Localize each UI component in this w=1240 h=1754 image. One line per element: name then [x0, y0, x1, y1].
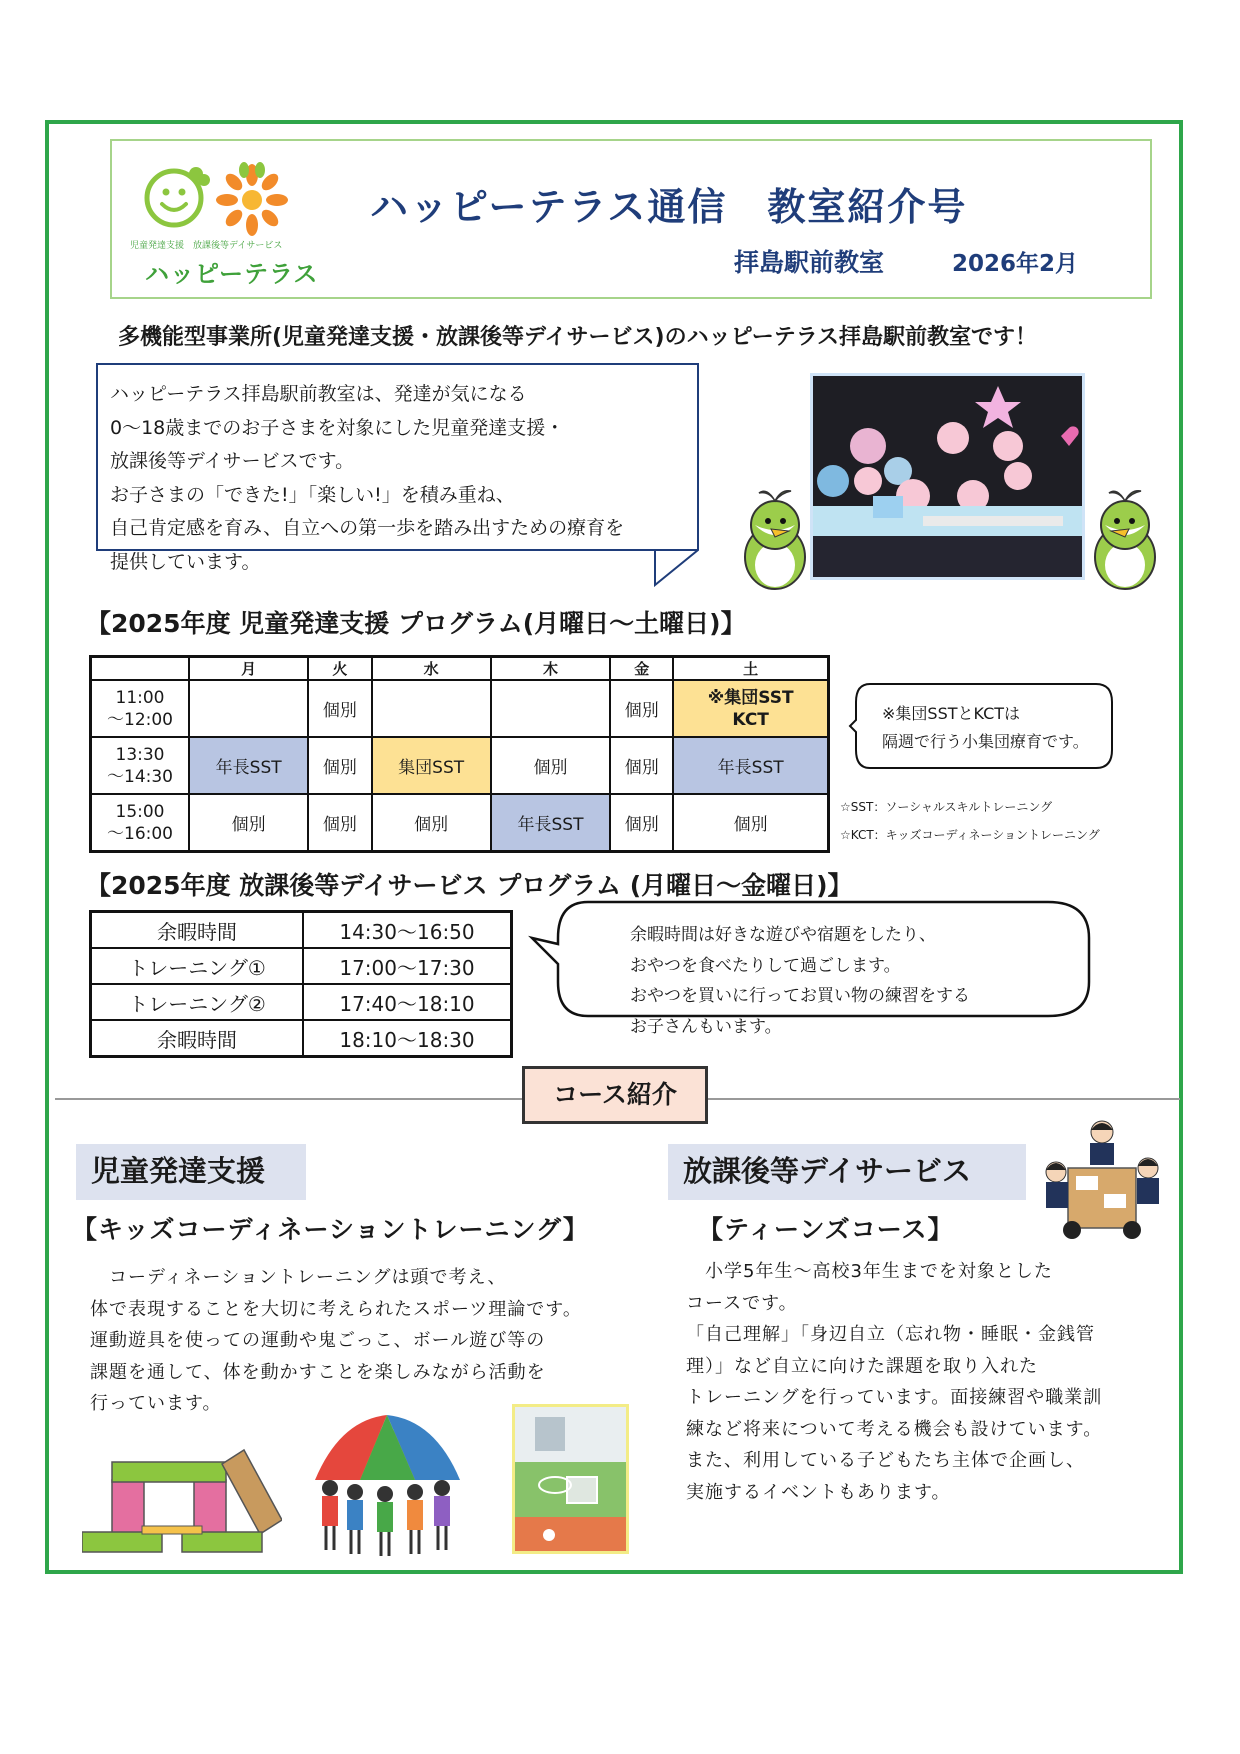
schedule-cell: 個別 [610, 737, 673, 794]
students-meeting-icon [1042, 1118, 1162, 1243]
issue-date: 2026年2月 [952, 251, 1079, 277]
course-section-title: コース紹介 [522, 1066, 708, 1124]
course-left-heading: 【キッズコーディネーショントレーニング】 [72, 1215, 589, 1244]
training-room-photo [512, 1404, 629, 1554]
text-line: 実施するイベントもあります。 [686, 1481, 951, 1503]
sst-note-text [882, 700, 1089, 756]
mascot-left-icon [735, 485, 815, 591]
schedule-cell: 個別 [308, 794, 371, 852]
activity-cell: トレーニング① [91, 948, 304, 984]
description-text [110, 378, 624, 579]
schedule-cell: 個別 [610, 680, 673, 737]
text-line: また、利用している子どもたち主体で企画し、 [686, 1450, 1085, 1471]
day-header: 月 [189, 657, 308, 681]
schedule-cell: 個別 [610, 794, 673, 852]
logo-tagline: 児童発達支援 放課後等デイサービス [130, 241, 283, 251]
time-cell [91, 737, 190, 794]
schedule-cell: ※集団SST KCT [673, 680, 828, 737]
schedule-cell: 年長SST [189, 737, 308, 794]
table-row [91, 912, 512, 949]
day-header: 土 [673, 657, 828, 681]
text-line: 運動遊具を使っての運動や鬼ごっこ、ボール遊び等の [90, 1330, 546, 1351]
time-cell: 17:40～18:10 [303, 984, 512, 1020]
note-line: おやつを食べたりして過ごします。 [630, 955, 901, 976]
note-line: 余暇時間は好きな遊びや宿題をしたり、 [630, 925, 936, 945]
text-line: 理）」など自立に向けた課題を取り入れた [686, 1355, 1038, 1377]
schedule-cell: 個別 [372, 794, 491, 852]
activity-cell: 余暇時間 [91, 1020, 304, 1057]
program2-heading: 【2025年度 放課後等デイサービス プログラム (月曜日～金曜日)】 [86, 871, 853, 900]
description-line: 提供しています。 [110, 550, 261, 573]
description-line: ハッピーテラス拝島駅前教室は、発達が気になる [110, 383, 527, 405]
schedule-cell: 個別 [308, 680, 371, 737]
table-row [91, 794, 829, 852]
schedule-cell [189, 680, 308, 737]
day-header: 金 [610, 657, 673, 681]
course-left-text [90, 1262, 582, 1420]
text-line: 練など将来について考える機会も設けています。 [686, 1418, 1103, 1440]
text-line: コーディネーショントレーニングは頭で考え、 [90, 1267, 507, 1288]
text-line: トレーニングを行っています。面接練習や職業訓 [686, 1387, 1103, 1408]
table-row [91, 737, 829, 794]
table-header-row [91, 657, 829, 681]
time-end: ～16:00 [107, 823, 173, 844]
text-line: 小学5年生～高校3年生までを対象とした [686, 1261, 1053, 1282]
intro-text: 多機能型事業所(児童発達支援・放課後等デイサービス)のハッピーテラス拝島駅前教室です！ [118, 325, 1038, 350]
schedule-cell: 集団SST [372, 737, 491, 794]
note-line: ※集団SSTとKCTは [882, 704, 1021, 723]
time-start: 11:00 [115, 687, 165, 708]
schedule-cell [491, 680, 610, 737]
time-start: 13:30 [115, 744, 165, 765]
program2-table [89, 910, 513, 1058]
table-row [91, 1020, 512, 1057]
leisure-note-text [630, 920, 970, 1042]
description-line: 0～18歳までのお子さまを対象にした児童発達支援・ [110, 416, 565, 439]
schedule-cell: 年長SST [491, 794, 610, 852]
day-header: 木 [491, 657, 610, 681]
table-row [91, 948, 512, 984]
note-line: 隔週で行う小集団療育です。 [882, 732, 1089, 751]
table-corner [91, 657, 190, 681]
text-line: コースです。 [686, 1292, 798, 1314]
time-cell [91, 794, 190, 852]
text-line: 課題を通して、体を動かすことを楽しみながら活動を [90, 1361, 546, 1383]
time-cell [91, 680, 190, 737]
schedule-cell: 個別 [673, 794, 828, 852]
course-tag-child-development: 児童発達支援 [76, 1144, 306, 1200]
classroom-wall-photo [810, 373, 1085, 580]
text-line: 行っています。 [90, 1393, 222, 1414]
time-end: ～12:00 [107, 709, 173, 730]
day-header: 火 [308, 657, 371, 681]
parachute-play-icon [310, 1410, 465, 1558]
time-cell: 17:00～17:30 [303, 948, 512, 984]
course-right-text [686, 1256, 1102, 1508]
activity-cell: トレーニング② [91, 984, 304, 1020]
program1-heading: 【2025年度 児童発達支援 プログラム(月曜日～土曜日)】 [86, 609, 746, 638]
play-equipment-icon [82, 1440, 282, 1556]
schedule-cell: 年長SST [673, 737, 828, 794]
note-line: おやつを買いに行ってお買い物の練習をする [630, 986, 970, 1006]
text-line: 「自己理解」「身辺自立（忘れ物・睡眠・金銭管 [686, 1324, 1095, 1345]
logo-icon [140, 162, 300, 240]
mascot-right-icon [1085, 485, 1165, 591]
course-tag-after-school: 放課後等デイサービス [668, 1144, 1026, 1200]
time-cell: 18:10～18:30 [303, 1020, 512, 1057]
schedule-cell: 個別 [491, 737, 610, 794]
time-end: ～14:30 [107, 766, 173, 787]
note-line: お子さんもいます。 [630, 1016, 782, 1037]
legend-kct: ☆KCT：キッズコーディネーショントレーニング [840, 828, 1100, 842]
schedule-cell: 個別 [308, 737, 371, 794]
description-line: お子さまの「できた!」「楽しい!」を積み重ね、 [110, 483, 515, 506]
logo-name: ハッピーテラス [145, 260, 319, 288]
time-cell: 14:30～16:50 [303, 912, 512, 949]
schedule-cell: 個別 [189, 794, 308, 852]
activity-cell: 余暇時間 [91, 912, 304, 949]
text-line: 体で表現することを大切に考えられたスポーツ理論です。 [90, 1298, 582, 1320]
course-right-heading: 【ティーンズコース】 [698, 1215, 954, 1244]
description-line: 放課後等デイサービスです。 [110, 450, 355, 472]
legend-sst: ☆SST：ソーシャルスキルトレーニング [840, 800, 1053, 814]
page-title: ハッピーテラス通信 教室紹介号 [370, 185, 968, 229]
program1-table [89, 655, 830, 853]
schedule-cell [372, 680, 491, 737]
table-row [91, 680, 829, 737]
description-line: 自己肯定感を育み、自立への第一歩を踏み出すための療育を [110, 517, 625, 539]
day-header: 水 [372, 657, 491, 681]
time-start: 15:00 [115, 801, 165, 822]
table-row [91, 984, 512, 1020]
classroom-name: 拝島駅前教室 [734, 248, 885, 277]
